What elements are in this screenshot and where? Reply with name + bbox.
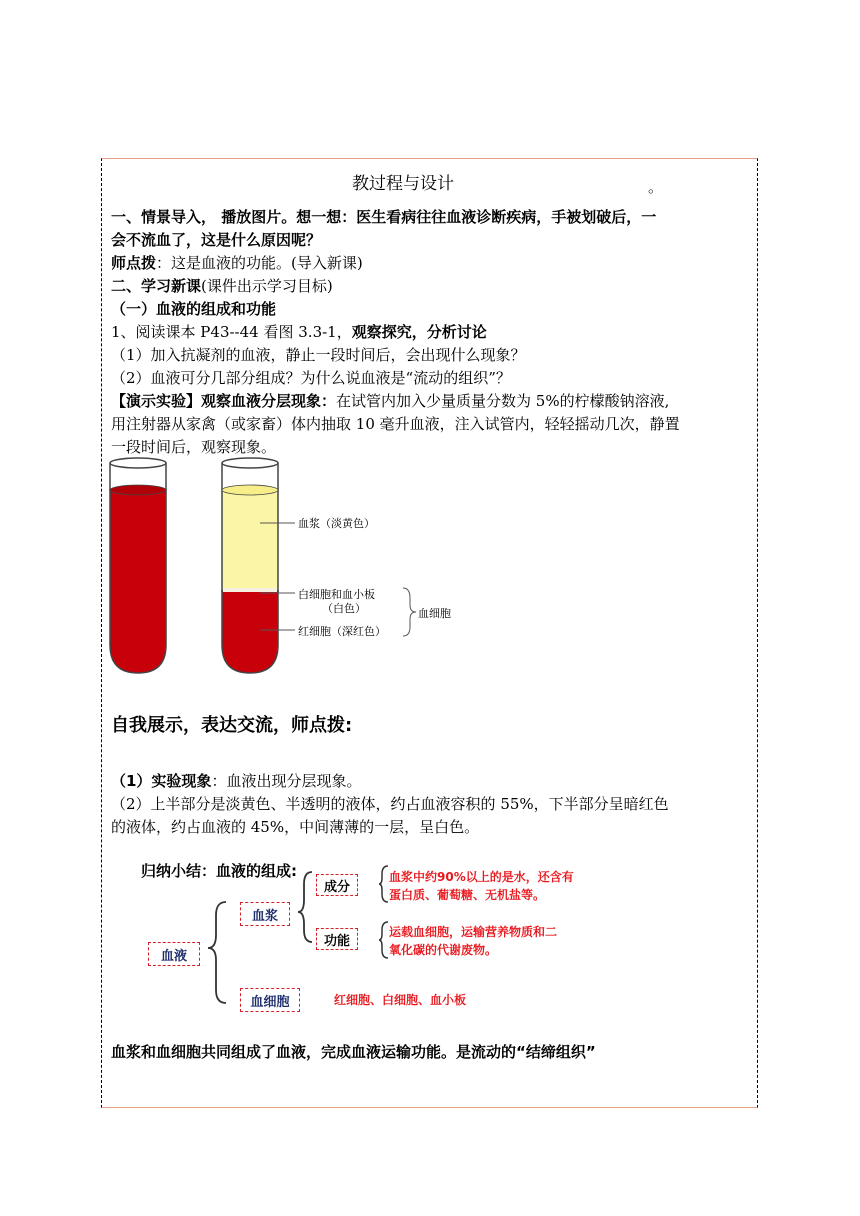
label-wbc: 白细胞和血小板 — [298, 588, 375, 601]
intro-line-1: 一、情景导入， 播放图片。想一想：医生看病往往血液诊断疾病，手被划破后，一 — [111, 208, 657, 226]
reading-line — [111, 321, 487, 343]
result-line-1 — [111, 770, 361, 792]
box-blood-cells: 血细胞 — [240, 988, 300, 1012]
test-tube-figure — [100, 455, 480, 680]
result-line-3: 的液体，约占血液的 45%，中间薄薄的一层，呈白色。 — [111, 818, 480, 836]
question-1: （1）加入抗凝剂的血液，静止一段时间后，会出现什么现象？ — [111, 346, 526, 364]
box-function: 功能 — [316, 928, 358, 950]
experiment-line-3: 一段时间后，观察现象。 — [111, 438, 277, 456]
page-title: 教过程与设计 — [352, 174, 454, 194]
summary-title: 归纳小结：血液的组成: — [141, 862, 297, 880]
experiment-label: 【演示实验】观察血液分层现象： — [111, 392, 337, 410]
label-rbc: 红细胞（深红色） — [298, 625, 386, 638]
reading-bold: 观察探究，分析讨论 — [351, 323, 487, 341]
box-plasma: 血浆 — [240, 902, 290, 926]
conclusion-line: 血浆和血细胞共同组成了血液，完成血液运输功能。是流动的“结缔组织” — [111, 1043, 596, 1061]
box-composition: 成分 — [316, 874, 358, 896]
reading-text: 1、阅读课本 P43--44 看图 3.3-1， — [111, 323, 352, 341]
result-line-2: （2）上半部分是淡黄色、半透明的液体，约占血液容积的 55%，下半部分呈暗红色 — [111, 795, 669, 813]
composition-brace — [379, 866, 388, 902]
section-heading-1: （一）血液的组成和功能 — [111, 300, 277, 318]
new-lesson-line — [111, 275, 333, 297]
tube-2-plasma — [222, 490, 278, 591]
tube-2-red-cells — [222, 591, 278, 673]
label-wbc-sub: （白色） — [322, 602, 366, 615]
new-lesson-text: (课件出示学习目标) — [201, 277, 333, 295]
plasma-brace — [298, 872, 312, 942]
box-blood: 血液 — [148, 942, 200, 966]
question-2: （2）血液可分几部分组成？为什么说血液是“流动的组织”？ — [111, 369, 511, 387]
experiment-line-2: 用注射器从家禽（或家畜）体内抽取 10 毫升血液，注入试管内，轻轻摇动几次，静置 — [111, 415, 680, 433]
intro-line-2: 会不流血了，这是什么原因呢？ — [111, 231, 322, 249]
tube-2-surface — [222, 485, 278, 495]
section-heading-2: 自我展示，表达交流，师点拨: — [111, 715, 353, 736]
teacher-hint-line — [111, 252, 363, 274]
title-dot: 。 — [648, 178, 664, 196]
composition-text-2: 蛋白质、葡萄糖、无机盐等。 — [389, 888, 546, 902]
composition-text-1: 血浆中约90%以上的是水，还含有 — [389, 870, 574, 884]
label-plasma: 血浆（淡黄色） — [298, 517, 375, 530]
function-brace — [379, 922, 388, 958]
tube-1-rim — [110, 458, 166, 468]
tube-2-white-layer — [223, 588, 277, 592]
function-text-1: 运载血细胞，运输营养物质和二 — [389, 925, 558, 939]
experiment-line-1 — [111, 390, 669, 412]
teacher-hint-text: ：这是血液的功能。(导入新课) — [156, 254, 363, 272]
tube-1-surface — [110, 485, 166, 495]
experiment-text: 在试管内加入少量质量分数为 5%的柠檬酸钠溶液, — [336, 392, 670, 410]
tube-1-blood — [110, 490, 166, 673]
result-label: （1）实验现象 — [111, 772, 212, 790]
blood-cells-text: 红细胞、白细胞、血小板 — [334, 993, 467, 1007]
new-lesson-label: 二、学习新课 — [111, 277, 202, 295]
cells-bracket — [403, 588, 416, 636]
teacher-hint-label: 师点拨 — [111, 254, 157, 272]
function-text-2: 氧化碳的代谢废物。 — [389, 943, 498, 957]
label-cells: 血细胞 — [418, 607, 451, 620]
tube-2-rim — [222, 458, 278, 468]
result-text: ：血液出现分层现象。 — [211, 772, 362, 790]
blood-brace — [208, 902, 226, 1003]
